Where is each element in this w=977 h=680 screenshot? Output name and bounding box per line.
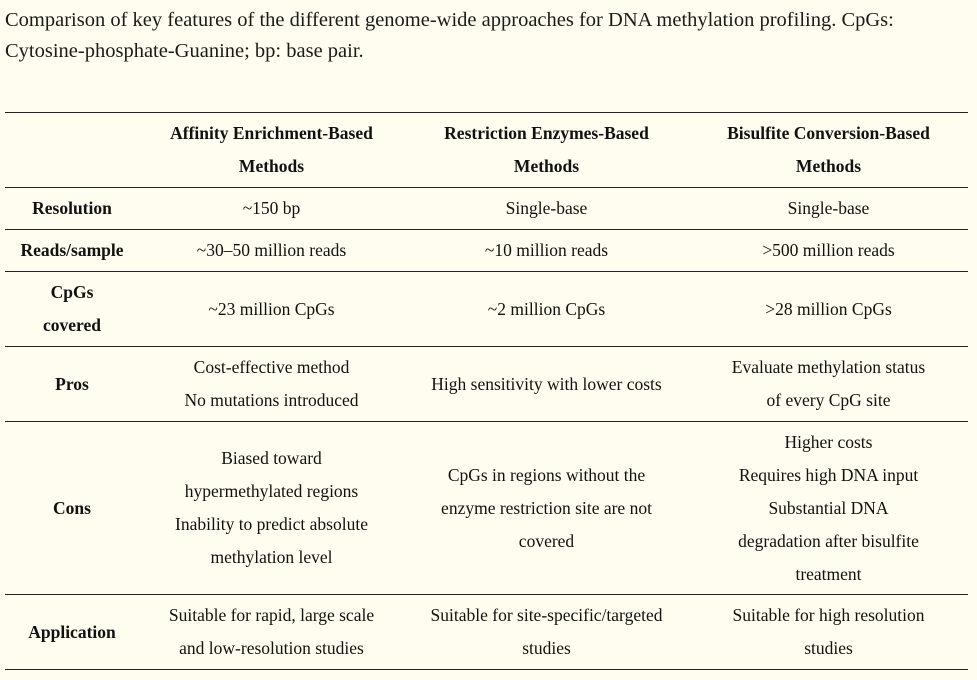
cell-pros-affinity (139, 347, 404, 422)
cell-line: Evaluate methylation status (731, 357, 926, 377)
table-row-pros (5, 347, 968, 422)
header-bisulfite (689, 113, 968, 188)
cell-line: Single-base (505, 198, 588, 218)
header-restriction (404, 113, 689, 188)
cell-cpgs-restriction (404, 272, 689, 347)
cell-line: Substantial DNA (768, 497, 889, 518)
cell-line: ~23 million CpGs (208, 298, 335, 319)
table-row-application (5, 595, 968, 670)
cell-cons-affinity (139, 422, 404, 595)
cell-line: degradation after bisulfite (738, 530, 919, 551)
cell-line: ~30–50 million reads (196, 240, 347, 260)
cell-line: CpGs in regions without the (447, 464, 646, 485)
cell-line: Cost-effective method (193, 357, 350, 377)
cell-cpgs-affinity (139, 272, 404, 347)
row-label-line: covered (43, 315, 101, 335)
cell-line: >28 million CpGs (765, 298, 892, 319)
table-row-cpgs (5, 272, 968, 347)
row-label-resolution: Resolution (32, 198, 112, 218)
cell-line: ~10 million reads (484, 240, 609, 260)
cell-line: treatment (795, 563, 862, 584)
cell-cons-restriction (404, 422, 689, 595)
header-row (5, 113, 968, 188)
cell-line: ~2 million CpGs (487, 298, 606, 319)
cell-line: ~150 bp (242, 198, 301, 218)
header-corner (5, 113, 139, 188)
cell-line: studies (804, 638, 853, 658)
cell-line: studies (522, 638, 571, 658)
cell-line: Suitable for rapid, large scale (168, 605, 375, 625)
cell-line: covered (518, 530, 575, 551)
header-affinity (139, 113, 404, 188)
cell-cpgs-bisulfite (689, 272, 968, 347)
cell-application-restriction (404, 595, 689, 670)
cell-line: High sensitivity with lower costs (431, 373, 662, 394)
table-row-cons (5, 422, 968, 595)
cell-reads-restriction (404, 230, 689, 272)
table-row-reads (5, 230, 968, 272)
cell-pros-bisulfite (689, 347, 968, 422)
cell-application-affinity (139, 595, 404, 670)
cell-line: hypermethylated regions (184, 481, 359, 501)
header-affinity-line: Affinity Enrichment-Based (170, 123, 373, 143)
cell-pros-restriction (404, 347, 689, 422)
header-bisulfite-line: Bisulfite Conversion-Based (727, 123, 930, 143)
cell-line: Inability to predict absolute (175, 514, 368, 534)
cell-application-bisulfite (689, 595, 968, 670)
cell-resolution-restriction (404, 188, 689, 230)
cell-line: Single-base (787, 198, 870, 218)
cell-line: Suitable for site-specific/targeted (430, 605, 663, 625)
cell-resolution-bisulfite (689, 188, 968, 230)
cell-line: methylation level (210, 547, 333, 567)
table-caption: Comparison of key features of the different genome-wide approaches for DNA methylation profiling. CpGs: Cytosine-phosphate-Guanine; bp: base pair. (5, 9, 894, 62)
row-label-application: Application (28, 621, 116, 642)
cell-line: Suitable for high resolution (732, 605, 925, 625)
cell-line: Requires high DNA input (738, 464, 919, 485)
row-label-cons: Cons (53, 497, 91, 518)
row-label-reads: Reads/sample (20, 240, 124, 260)
cell-reads-affinity (139, 230, 404, 272)
header-restriction-line: Restriction Enzymes-Based (444, 123, 649, 143)
header-restriction-line: Methods (513, 156, 580, 176)
cell-line: enzyme restriction site are not (441, 497, 652, 518)
row-label-pros: Pros (55, 373, 89, 394)
cell-resolution-affinity (139, 188, 404, 230)
cell-line: and low-resolution studies (179, 638, 364, 658)
header-bisulfite-line: Methods (795, 156, 862, 176)
cell-reads-bisulfite (689, 230, 968, 272)
cell-line: of every CpG site (766, 390, 891, 410)
cell-line: No mutations introduced (184, 390, 359, 410)
row-label-line: CpGs (50, 282, 94, 302)
cell-line: Biased toward (221, 448, 322, 468)
cell-line: >500 million reads (762, 240, 895, 260)
methylation-comparison-table (5, 112, 968, 670)
header-affinity-line: Methods (238, 156, 305, 176)
cell-line: Higher costs (784, 431, 873, 452)
cell-cons-bisulfite (689, 422, 968, 595)
row-label-cpgs (5, 272, 139, 347)
table-row-resolution (5, 188, 968, 230)
